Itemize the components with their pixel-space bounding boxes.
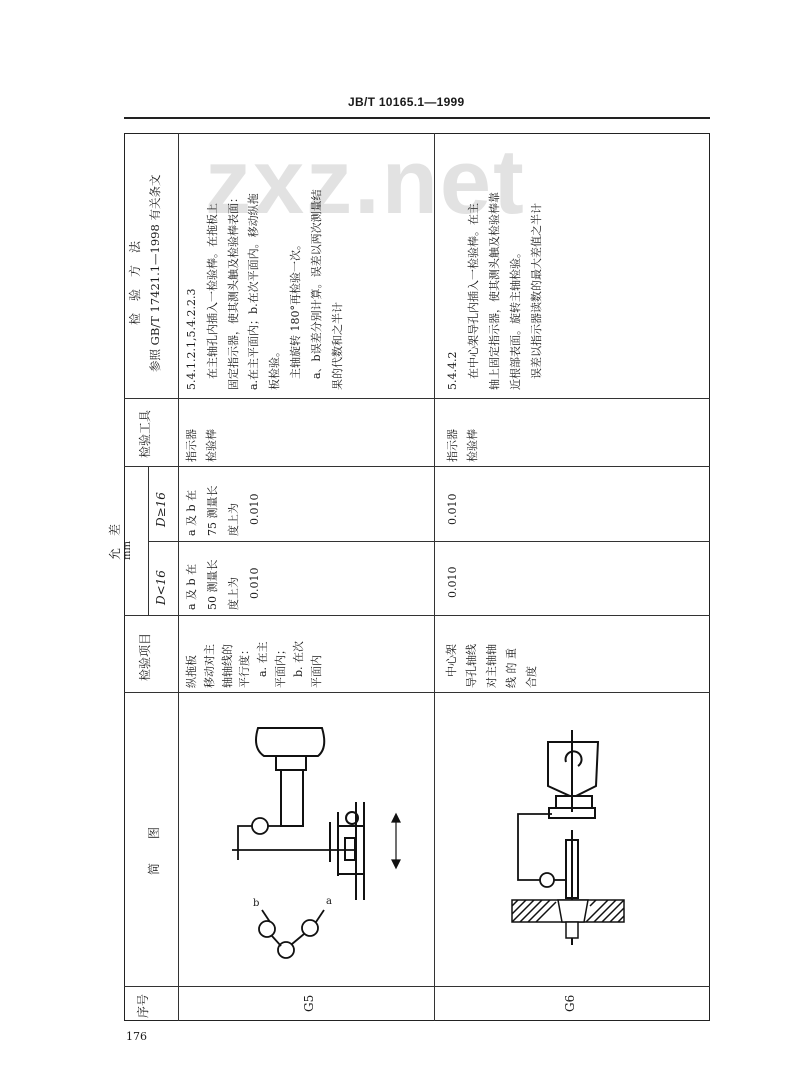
g5-method-line: 板检验。 — [268, 346, 282, 390]
g5-tools-line: 指示器 — [185, 429, 198, 462]
g5-item-line: 移动对主 — [202, 644, 216, 688]
g6-tools-line: 指示器 — [446, 429, 459, 462]
g6-item-line: 合度 — [525, 666, 538, 688]
g5-item-line: 平面内； — [274, 644, 287, 688]
g6-method-line: 5.4.4.2 — [446, 351, 459, 390]
watermark: zxz.net — [205, 131, 526, 233]
page-number: 176 — [126, 1030, 147, 1043]
standard-number: JB/T 10165.1—1999 — [348, 95, 465, 109]
divider-tol-sub — [148, 541, 710, 542]
g6-tools-line: 检验棒 — [466, 429, 479, 462]
g6-method-line: 在中心架导孔内插入一检验棒。在主 — [467, 203, 480, 390]
g5-method-line: 主轴旋转 180°再检验一次。 — [289, 239, 302, 390]
col-divider-rows — [434, 133, 435, 1021]
g5-item-line: 轴轴线的 — [220, 644, 234, 688]
header-seq: 序号 — [136, 993, 150, 1018]
g5-label-a: a — [326, 896, 332, 907]
g6-method-line: 轴上固定指示器，使其测头触及检验棒靠 — [488, 192, 501, 390]
header-tools: 检验工具 — [138, 409, 152, 458]
divider-item-tol — [124, 615, 710, 616]
g5-method-line: 固定指示器，使其测头触及检验棒表面： — [226, 192, 240, 390]
g5-tol-small-line: 50 测量长 — [206, 559, 219, 610]
g6-tol-large-line: 0.010 — [446, 493, 459, 525]
row-g5-seq: G5 — [302, 994, 316, 1012]
g6-tol-small-line: 0.010 — [446, 566, 459, 598]
g5-tol-large-line: a 及 b 在 — [185, 489, 198, 536]
g5-item-line: 平面内 — [309, 655, 323, 688]
header-tol-small: D<16 — [154, 570, 168, 605]
g6-method-line: 近根部表面。旋转主轴检验。 — [509, 247, 522, 390]
g5-tol-small-line: 0.010 — [248, 567, 261, 610]
g5-tools-line: 检验棒 — [205, 429, 218, 462]
g5-method-line: 5.4.1.2.1,5.4.2.2.3 — [185, 288, 198, 390]
g6-item-line: 导孔轴线 — [465, 644, 478, 688]
g5-tol-large-line: 度上为 — [227, 503, 240, 536]
header-diagram: 简 图 — [147, 826, 161, 875]
header-tolerance-unit: mm — [122, 541, 133, 560]
header-method: 检 验 方 法 — [128, 240, 142, 325]
g5-tol-small-line: 度上为 — [227, 577, 240, 610]
g5-item-line: b. 在次 — [291, 640, 305, 688]
g5-method-line: 果的代数和之半计 — [330, 302, 344, 390]
header-tol-large: D≥16 — [154, 492, 168, 527]
divider-diagram-item — [124, 692, 710, 693]
g5-item-line: a. 在主 — [256, 641, 270, 688]
divider-tools-method — [124, 398, 710, 399]
g6-item-line: 线 的 重 — [505, 648, 518, 688]
g6-item-line: 中心架 — [445, 644, 458, 688]
row-g6-seq: G6 — [563, 994, 577, 1012]
tol-sub-vline — [148, 466, 149, 615]
g5-tol-large-line: 0.010 — [248, 493, 261, 536]
g5-tol-large-line: 75 测量长 — [206, 485, 219, 536]
g6-method-line: 误差以指示器读数的最大差值之半计 — [530, 203, 543, 390]
g5-method-line: a.在主平面内；b.在次平面内。移动纵拖 — [247, 193, 261, 390]
g5-method-line: a、b误差分别计算。误差以两次测量结 — [309, 189, 323, 390]
header-tolerance: 允 差 — [108, 523, 122, 560]
g5-tol-small-line: a 及 b 在 — [185, 563, 198, 610]
divider-tol-tools — [124, 466, 710, 467]
g5-item-line: 纵拖板 — [185, 655, 198, 688]
header-method-ref: 参照 GB/T 17421.1—1998 有关条文 — [148, 174, 162, 372]
g5-item-line: 平行度： — [238, 644, 252, 688]
header-divider — [124, 986, 710, 987]
header-rule — [124, 117, 710, 119]
header-item: 检验项目 — [138, 632, 152, 681]
g5-label-b: b — [253, 898, 260, 909]
col-divider-seq — [178, 133, 179, 1021]
g6-item-line: 对主轴轴 — [485, 644, 498, 688]
g5-method-line: 在主轴孔内插入一检验棒。在拖板上 — [205, 203, 219, 390]
